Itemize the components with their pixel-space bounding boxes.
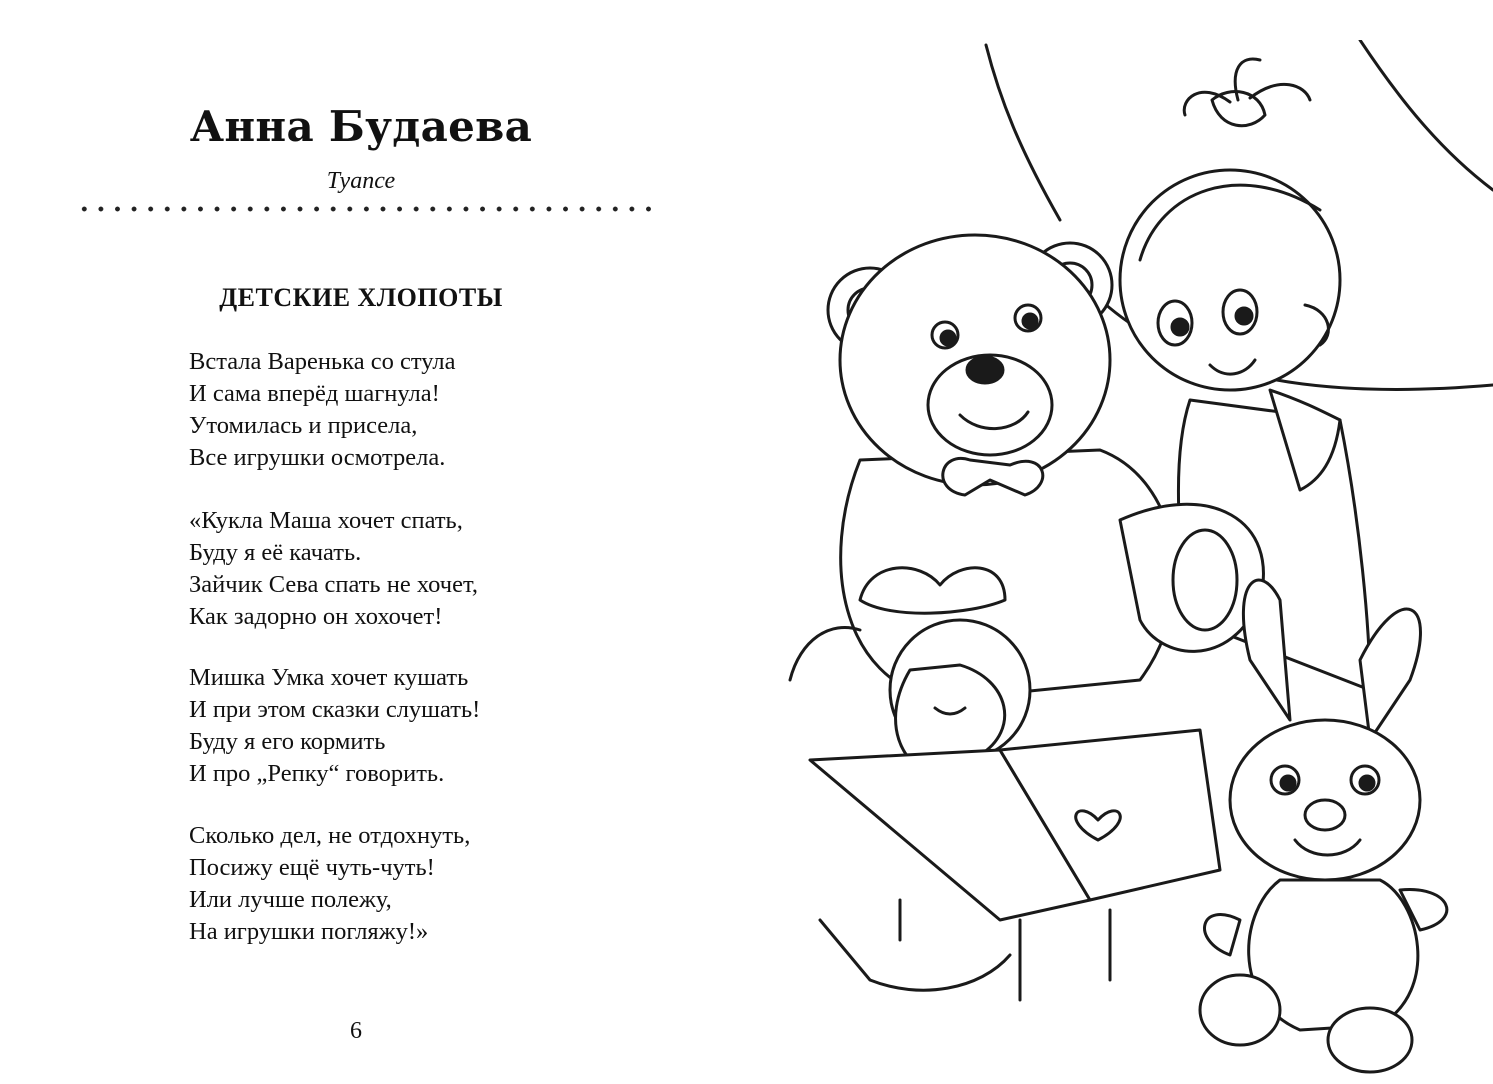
poem-line: На игрушки погляжу!» — [189, 918, 429, 945]
poem-line: Встала Варенька со стула — [189, 348, 456, 375]
poem-line: Буду я её качать. — [189, 539, 362, 566]
dotted-divider — [76, 202, 656, 216]
poem-line: Зайчик Сева спать не хочет, — [189, 571, 478, 598]
stanza-1 — [189, 346, 455, 474]
poem-line: Мишка Умка хочет кушать — [189, 664, 469, 691]
stanza-3 — [189, 662, 480, 790]
background-arc — [986, 45, 1060, 220]
poem-line: И сама вперёд шагнула! — [189, 380, 440, 407]
poem-line: «Кукла Маша хочет спать, — [189, 507, 463, 534]
page-number: 6 — [350, 1018, 362, 1044]
poem-line: Утомилась и присела, — [189, 412, 418, 439]
background-arc — [1360, 40, 1493, 190]
poem-line: И про „Репку“ говорить. — [189, 760, 445, 787]
poem-line: И при этом сказки слушать! — [189, 696, 481, 723]
stanza-2 — [189, 505, 478, 633]
coloring-illustration — [760, 40, 1493, 1080]
poem-line: Как задорно он хохочет! — [189, 603, 443, 630]
stanza-4 — [189, 820, 470, 948]
poem-title: ДЕТСКИЕ ХЛОПОТЫ — [219, 283, 503, 312]
poem-line: Все игрушки осмотрела. — [189, 444, 446, 471]
poem-line: Буду я его кормить — [189, 728, 386, 755]
text-column — [0, 0, 740, 1080]
poem-line: Сколько дел, не отдохнуть, — [189, 822, 471, 849]
poem-line: Или лучше полежу, — [189, 886, 392, 913]
author-name: Анна Будаева — [189, 102, 533, 151]
poem-line: Посижу ещё чуть-чуть! — [189, 854, 435, 881]
illustration-svg — [760, 40, 1493, 1080]
author-place: Туапсе — [326, 168, 396, 194]
